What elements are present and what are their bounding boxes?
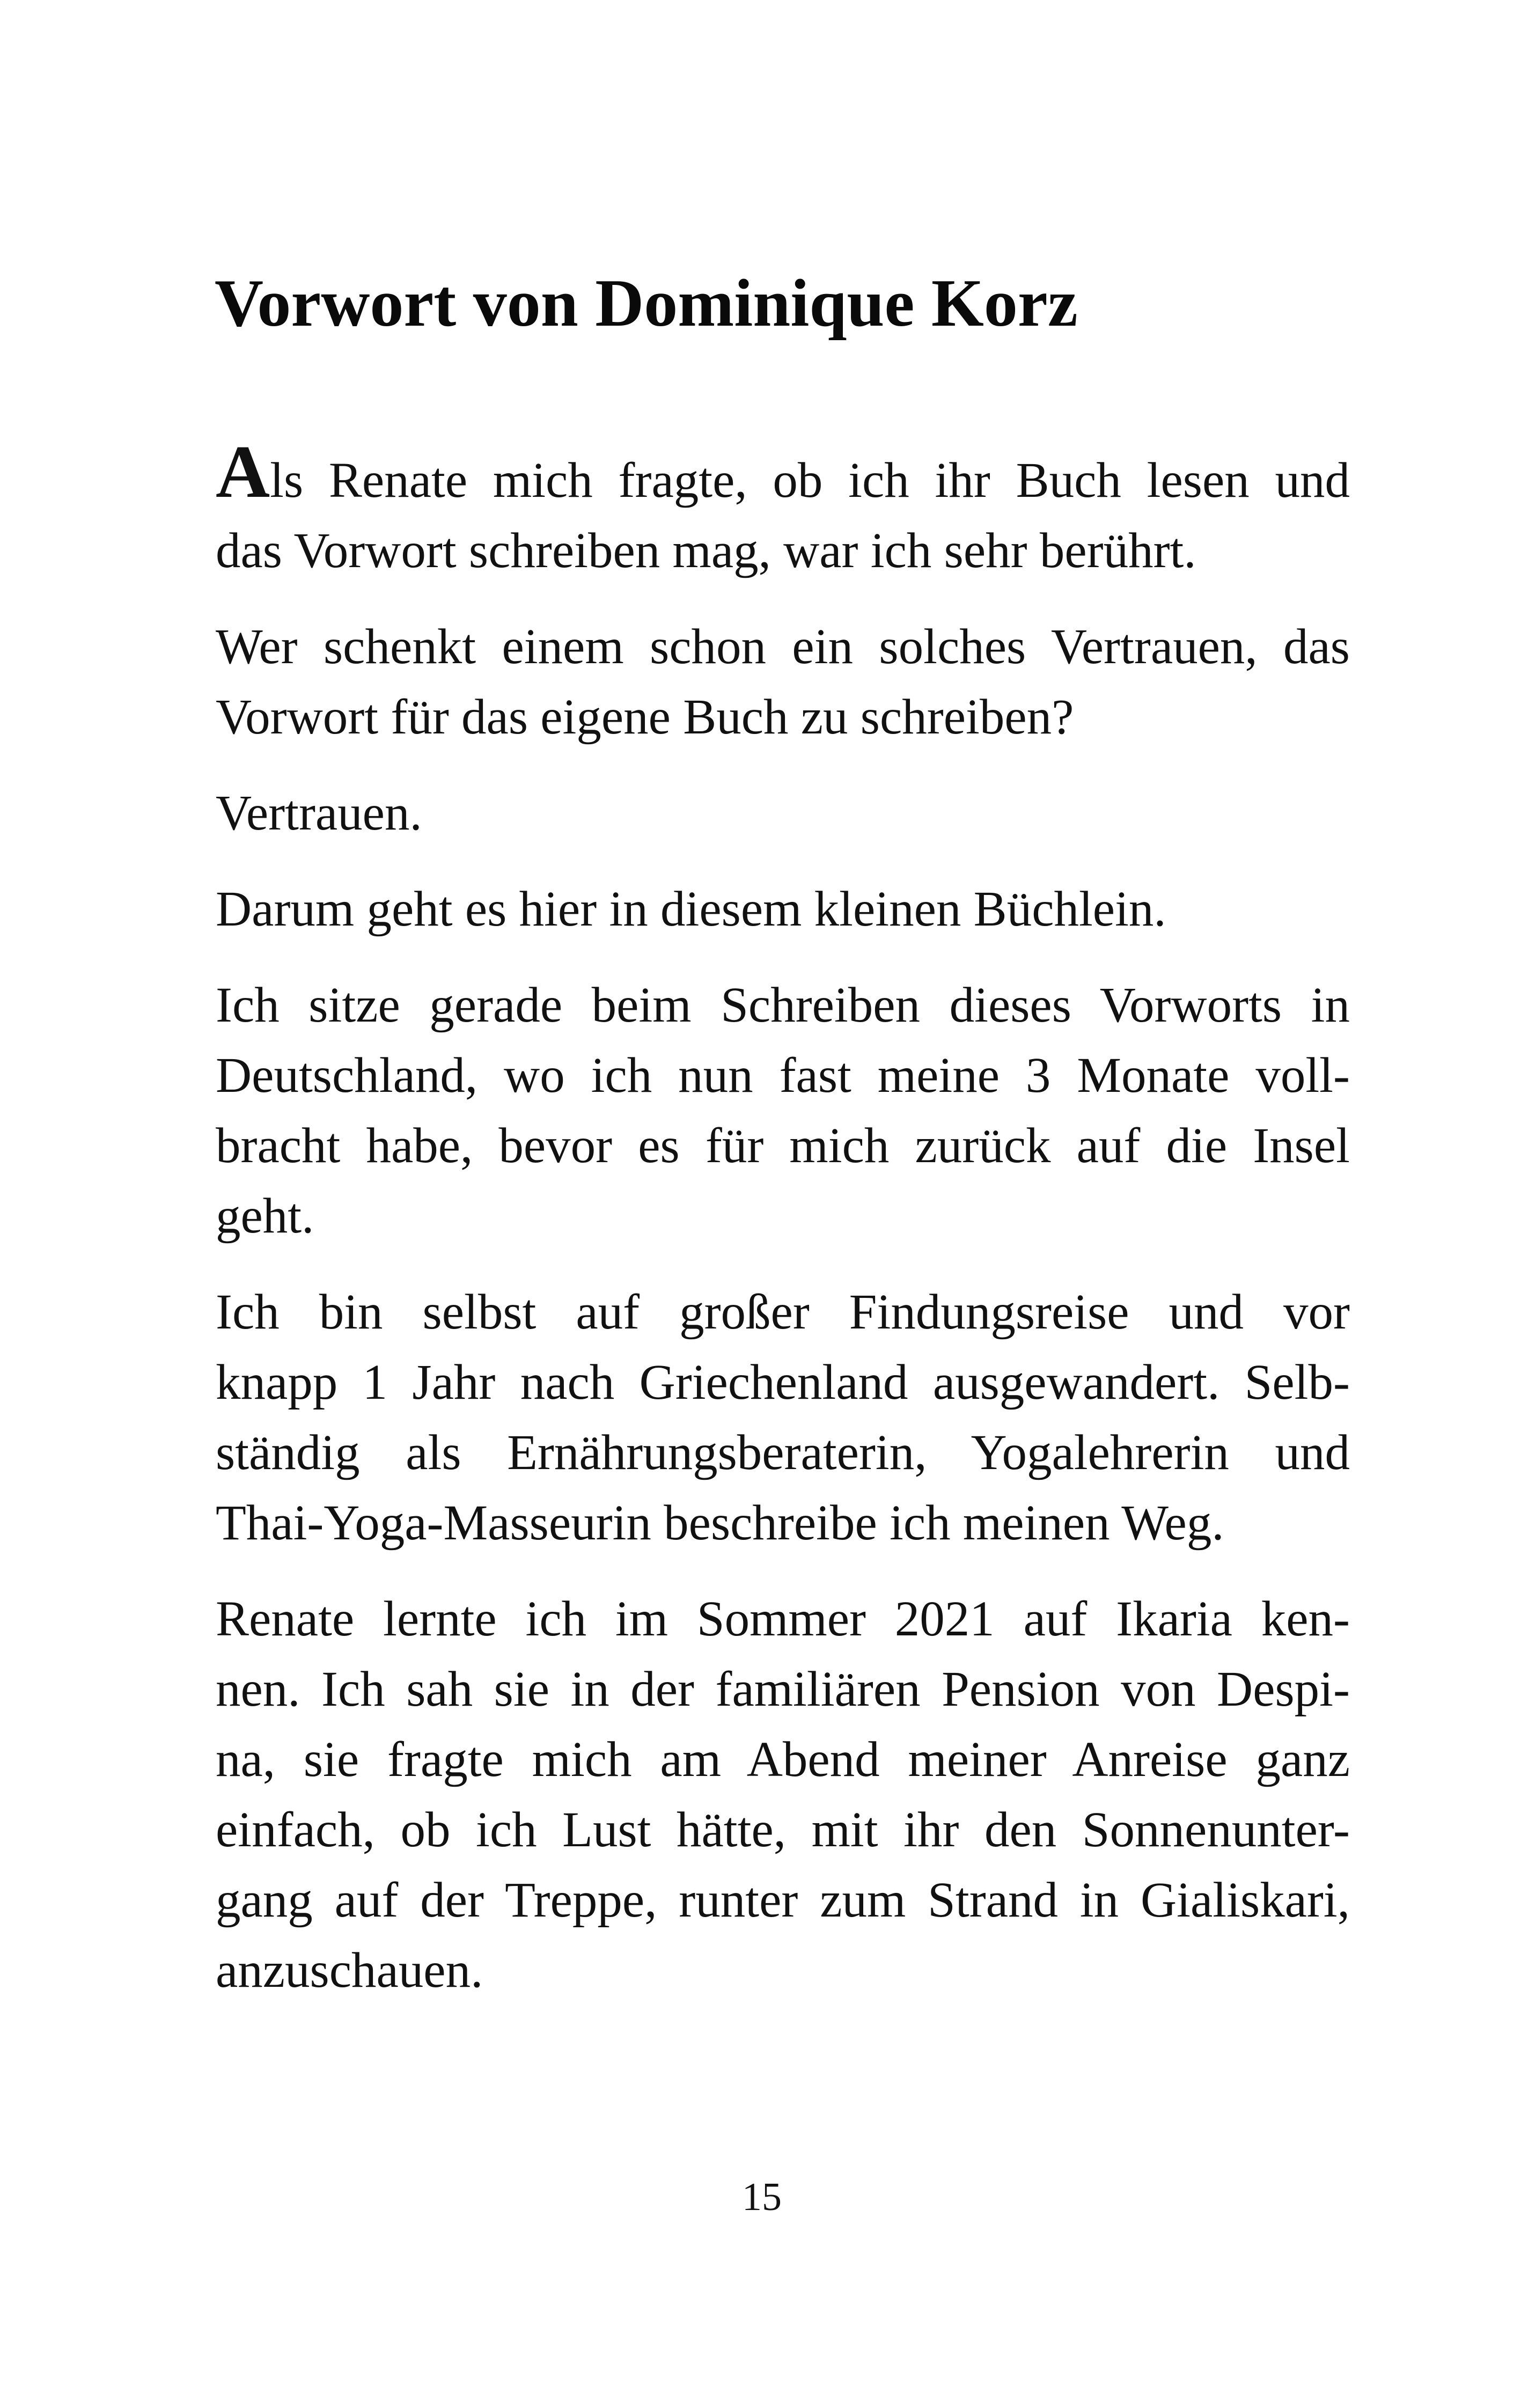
drop-cap: A xyxy=(216,430,270,513)
text-line: Thai-Yoga-Masseurin beschreibe ich meinen Weg. xyxy=(216,1495,1224,1551)
paragraph-6 xyxy=(216,1277,1350,1558)
text-line-content: ls Renate mich fragte, ob ich ihr Buch lesen und xyxy=(270,453,1350,508)
text-line: gang auf der Treppe, runter zum Strand in Gialiskari, xyxy=(216,1873,1350,1928)
text-line: Ich sitze gerade beim Schreiben dieses Vorworts in xyxy=(216,978,1350,1033)
text-line xyxy=(216,430,1350,516)
body-text xyxy=(216,430,1350,2031)
paragraph-1 xyxy=(216,430,1350,586)
text-line: bracht habe, bevor es für mich zurück auf die Insel xyxy=(216,1118,1350,1173)
text-line: Vorwort für das eigene Buch zu schreiben? xyxy=(216,689,1074,745)
text-line: Deutschland, wo ich nun fast meine 3 Monate voll- xyxy=(216,1048,1350,1103)
paragraph-5 xyxy=(216,970,1350,1251)
text-line: anzuschauen. xyxy=(216,1943,483,1998)
text-line: Renate lernte ich im Sommer 2021 auf Ikaria ken- xyxy=(216,1591,1350,1647)
text-line: Darum geht es hier in diesem kleinen Büchlein. xyxy=(216,882,1166,937)
text-line: Wer schenkt einem schon ein solches Vertrauen, das xyxy=(216,619,1350,674)
text-line: einfach, ob ich Lust hätte, mit ihr den Sonnenunter- xyxy=(216,1802,1350,1858)
text-line: Vertrauen. xyxy=(216,785,422,841)
text-line: geht. xyxy=(216,1188,314,1244)
text-line: knapp 1 Jahr nach Griechenland ausgewandert. Selb- xyxy=(216,1355,1350,1410)
paragraph-2 xyxy=(216,612,1350,752)
text-line: Ich bin selbst auf großer Findungsreise und vor xyxy=(216,1284,1350,1340)
text-line: das Vorwort schreiben mag, war ich sehr berührt. xyxy=(216,523,1196,578)
text-line: na, sie fragte mich am Abend meiner Anreise ganz xyxy=(216,1732,1350,1787)
chapter-heading: Vorwort von Dominique Korz xyxy=(215,266,1078,341)
text-line: ständig als Ernährungsberaterin, Yogalehrerin und xyxy=(216,1425,1350,1480)
paragraph-3 xyxy=(216,778,1350,848)
paragraph-4 xyxy=(216,874,1350,944)
paragraph-7 xyxy=(216,1584,1350,2006)
text-line: nen. Ich sah sie in der familiären Pension von Despi- xyxy=(216,1662,1350,1717)
page-number: 15 xyxy=(742,2175,782,2219)
